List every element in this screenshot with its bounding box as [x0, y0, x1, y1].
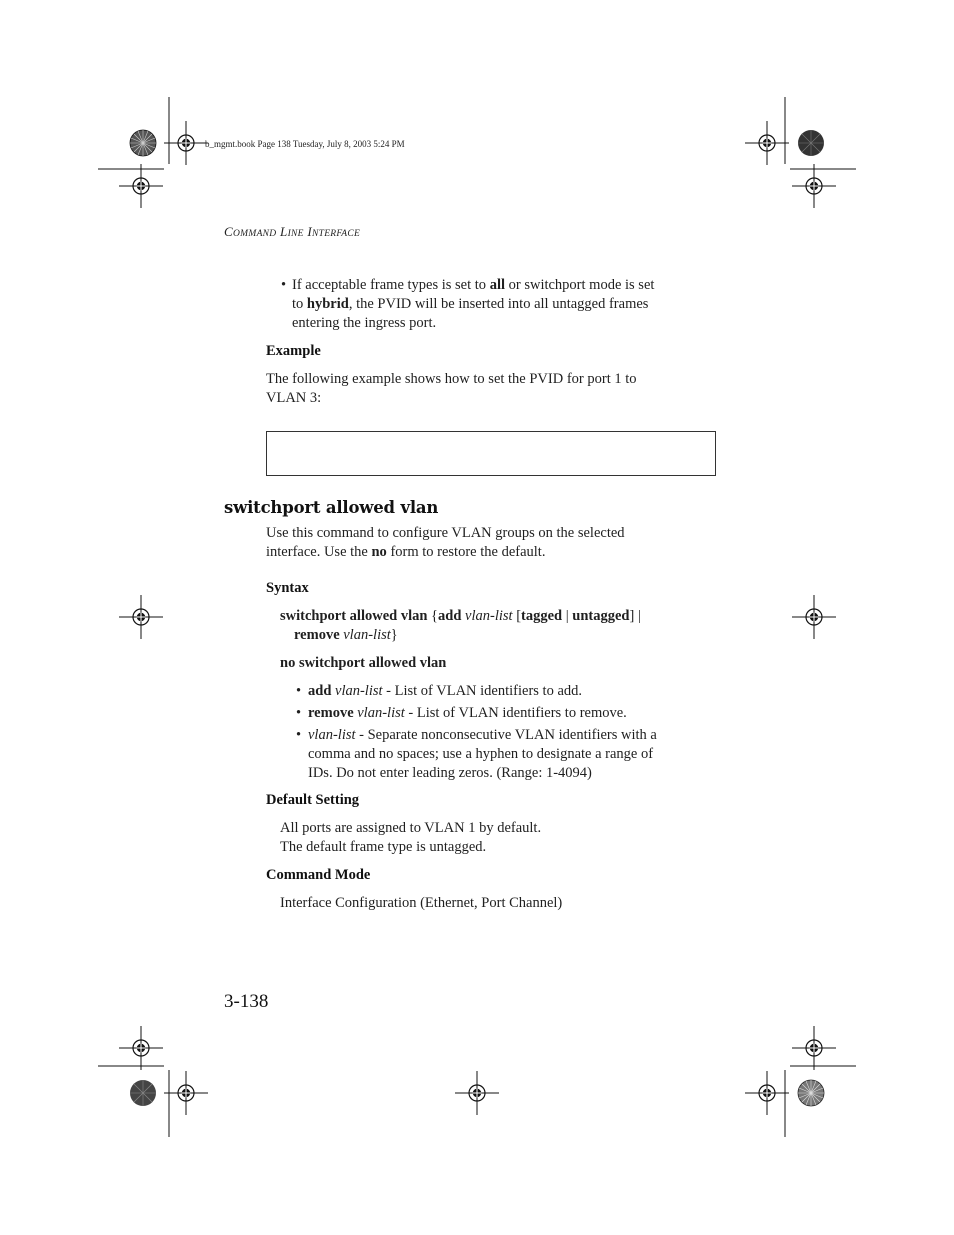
- default-setting-text: All ports are assigned to VLAN 1 by default. The default frame type is untagged.: [280, 820, 542, 855]
- bullet-marker: •: [296, 683, 302, 699]
- intro-bullet-text: If acceptable frame types is set to all or switchport mode is set to hybrid, the PVID will be inserted into all untagged frames entering the ingress port.: [292, 277, 655, 331]
- param-vlan-list: vlan-list - Separate nonconsecutive VLAN identifiers with a comma and no spaces; use a hyphen to designate a range of IDs. Do not enter leading zeros. (Range: 1-4094): [308, 727, 657, 781]
- command-mode-text: Interface Configuration (Ethernet, Port Channel): [280, 895, 563, 911]
- running-header: COMMAND LINE INTERFACE: [224, 224, 361, 239]
- section-title: switchport allowed vlan: [224, 498, 439, 517]
- starburst-target-icon: [798, 130, 824, 156]
- param-remove: remove vlan-list - List of VLAN identifiers to remove.: [308, 705, 627, 721]
- bullet-marker: •: [296, 727, 302, 743]
- registration-target-icon: [745, 121, 789, 165]
- starburst-target-icon: [130, 1080, 156, 1106]
- param-add: add vlan-list - List of VLAN identifiers to add.: [308, 683, 583, 699]
- registration-target-icon: [164, 1071, 208, 1115]
- no-form-syntax: no switchport allowed vlan: [280, 655, 447, 671]
- crop-lines-top: [98, 97, 856, 169]
- registration-target-icon: [119, 595, 163, 639]
- registration-target-icon: [164, 121, 208, 165]
- print-slug: b_mgmt.book Page 138 Tuesday, July 8, 2003 5:24 PM: [205, 139, 405, 149]
- default-setting-heading: Default Setting: [266, 792, 360, 808]
- registration-target-icon: [745, 1071, 789, 1115]
- page-number: 3-138: [224, 991, 269, 1012]
- bullet-marker: •: [281, 277, 287, 293]
- registration-target-icon: [792, 1026, 836, 1070]
- registration-target-icon: [455, 1071, 499, 1115]
- registration-target-icon: [119, 1026, 163, 1070]
- example-heading: Example: [266, 343, 321, 359]
- command-description: Use this command to configure VLAN groups on the selected interface. Use the no form to restore the default.: [266, 525, 625, 560]
- bullet-marker: •: [296, 705, 302, 721]
- registration-target-icon: [119, 164, 163, 208]
- code-example-box: [266, 431, 716, 476]
- example-text: The following example shows how to set the PVID for port 1 to VLAN 3:: [266, 371, 637, 406]
- starburst-target-icon: [130, 130, 156, 156]
- registration-target-icon: [792, 595, 836, 639]
- syntax-heading: Syntax: [266, 580, 309, 596]
- syntax-block: switchport allowed vlan {add vlan-list [tagged | untagged] | remove vlan-list}: [280, 608, 641, 643]
- registration-target-icon: [792, 164, 836, 208]
- command-mode-heading: Command Mode: [266, 867, 371, 883]
- starburst-target-icon: [798, 1080, 824, 1106]
